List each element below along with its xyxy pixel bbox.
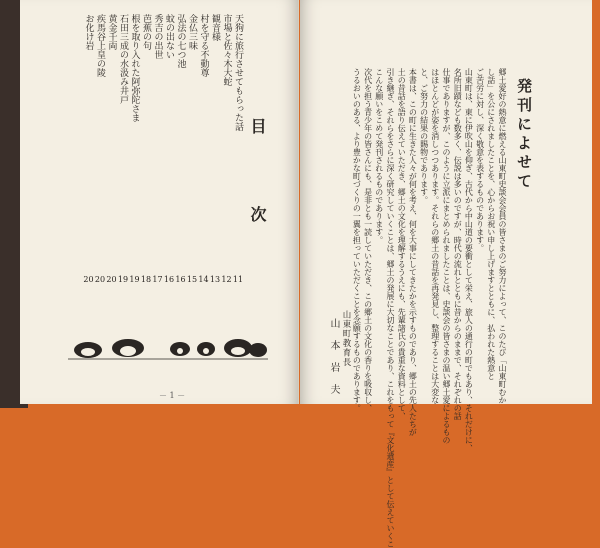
toc-item (83, 14, 95, 284)
toc-item-page: 14 (198, 275, 209, 284)
signature-title: 山東町教育長 (341, 310, 351, 367)
toc-item-page: 16 (163, 275, 175, 284)
toc-item-page: 19 (129, 275, 140, 284)
signature-name: 山 本 岩 夫 (328, 318, 339, 395)
toc-item (140, 14, 152, 284)
foreword-line: し話」を公にされましたことを、心からお祝い申し上げますとともに、払われた熱意と (486, 68, 496, 380)
toc-item-label: 根を取り入れた阿弥陀さま (129, 14, 140, 122)
toc-item-label: 蚊の出ない (164, 14, 174, 59)
foreword-heading: 発刊によせて (515, 78, 533, 192)
toc-item (106, 14, 118, 284)
right-page (300, 0, 592, 548)
folk-illustration (68, 334, 268, 362)
toc-item-page: 20 (83, 275, 94, 284)
toc-item-label: 天狗に旅行させてもらった話 (233, 14, 243, 131)
toc-item-page: 17 (152, 275, 163, 284)
toc-item-label: 芭蕉の句 (141, 14, 151, 50)
foreword-line: 次代を担う青少年の皆さんにも、是非とも一読していただき、この郷土の文化の香りを吸収し、 (363, 68, 373, 412)
foreword-line: うるおいのある、より豊かな町づくりの一翼を担っていただくことを念願するものであります。 (352, 68, 362, 412)
toc-item-page: 20 (106, 275, 117, 284)
toc-item-label: 黄金千両 (106, 14, 117, 50)
foreword-line: こんな願いをこめて発刊されるものであります。 (374, 68, 384, 244)
foreword-line: 本書は、この町に生きた人々が何を考え、何を大事にしてきたかを示すものであり、郷土の先人たちが (408, 68, 418, 436)
toc-item-page: 11 (232, 275, 244, 284)
toc-item (186, 14, 198, 284)
toc-item-page: 20 (94, 275, 106, 284)
toc-item (94, 14, 106, 284)
toc-item-label: 金仏三味 (187, 14, 197, 50)
toc-item (163, 14, 175, 284)
foreword-line: 引き継ぎ、それらをさらに深く研究していくことは、郷土の発展に大切なことであり、これをもって『文化遺産』として伝えていくこ (386, 68, 395, 548)
foreword-line: ご苦労に対し、深く敬意を表するものであります。 (475, 68, 485, 252)
toc-item-page: 13 (209, 275, 221, 284)
left-page (20, 0, 299, 404)
toc-item-label: 市場と佐々木大蛇 (221, 14, 232, 86)
toc-item-page: 12 (221, 275, 232, 284)
toc-item-label: 疾馬谷上皇の陵 (95, 14, 105, 77)
toc-item (175, 14, 187, 284)
toc-item (198, 14, 210, 284)
toc-item-label: 秀吉の出世 (152, 14, 163, 59)
foreword-line: 土の昔話を語り伝えていただき、郷土の文化を理解するうえにも、先輩諸氏の貴重な資料として、 (397, 68, 407, 420)
toc-item-label: お化け岩 (83, 14, 94, 50)
foreword-line: 山東町は、東に伊吹山を仰ぎ、古代から中山道の要衝として栄え、旅人の通行の町でもあり、それだけに、 (464, 68, 474, 452)
toc-item-label: 石田三成の水汲み井戸 (118, 14, 128, 104)
toc-item (209, 14, 221, 284)
toc-item-label: 村を守る不動尊 (198, 14, 209, 77)
toc-item-page: 18 (140, 275, 152, 284)
toc-item-label: 弘法の七つ池 (175, 14, 186, 68)
toc-item (152, 14, 164, 284)
toc-item (117, 14, 129, 284)
toc-item (221, 14, 233, 284)
toc-item (232, 14, 244, 284)
page-number: － 1 － (159, 391, 186, 400)
foreword-line: 郷土愛好の熱意に燃える山東町史談会会員の皆さまのご努力によって、このたび「山東町むか (498, 68, 507, 404)
toc-title: 目 次 (248, 118, 267, 250)
toc-item-page: 16 (175, 275, 186, 284)
toc-item-label: 観音様 (210, 14, 220, 41)
toc-item-page: 15 (186, 275, 198, 284)
foreword-line: と、ご努力の結果の賜物であります。 (419, 68, 429, 204)
foreword-line: 名所旧蹟なども数多く、伝説は多いのですが、時代の流れとともに昔からのままで、それぞれの話 (453, 68, 463, 420)
foreword-line: 仕事でありますが、このように立派にまとめられましたことは、史談会の皆さまの温い郷土愛によるもの (442, 68, 451, 444)
foreword-line: はほとんどが姿を消しつつあります。それらの郷土の昔話を再発見し、整理することは大変な (430, 68, 440, 404)
toc-item-page: 19 (117, 275, 129, 284)
toc-item (129, 14, 141, 284)
